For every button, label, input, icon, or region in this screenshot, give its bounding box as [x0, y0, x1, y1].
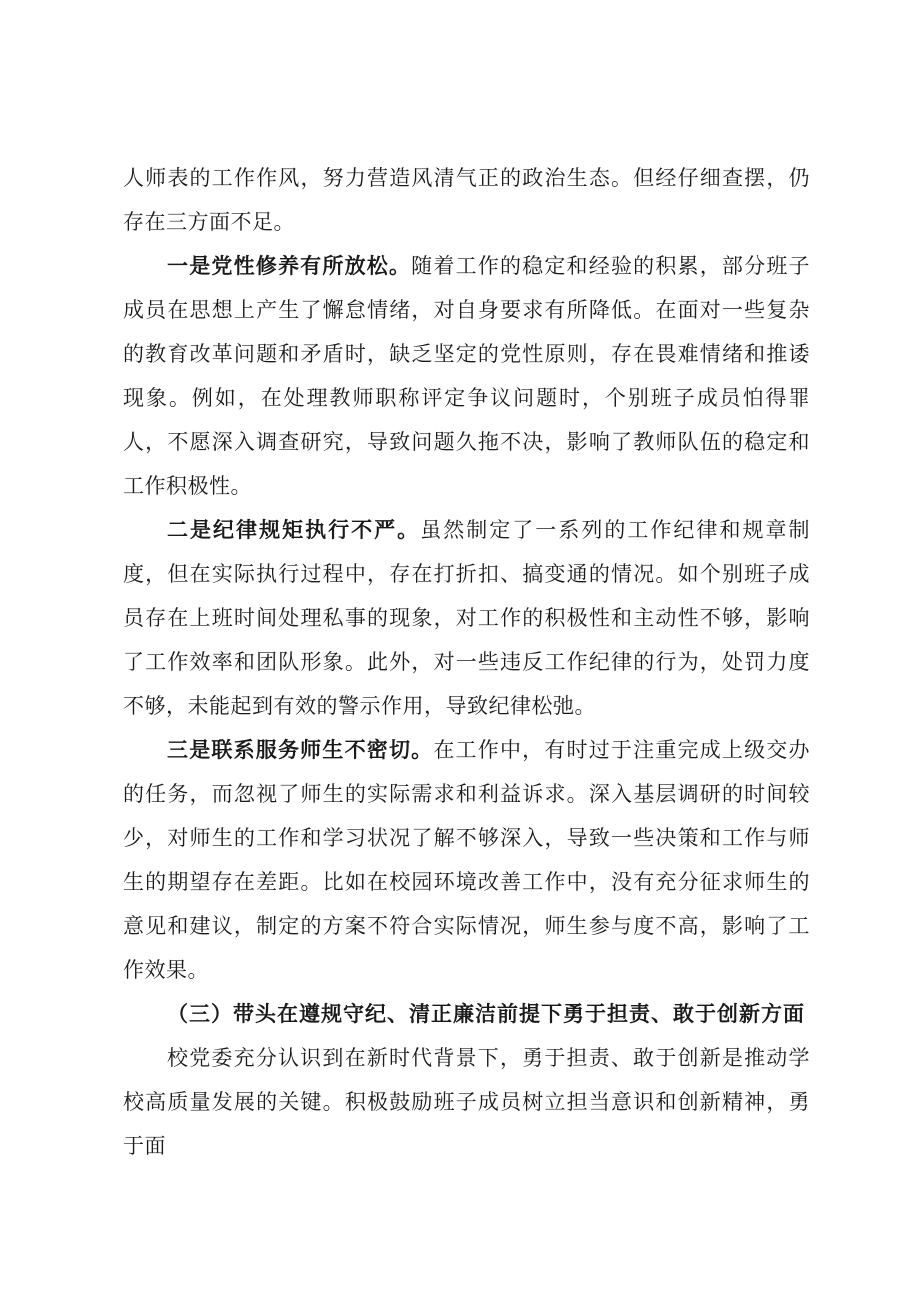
- paragraph-party-spirit: [123, 244, 810, 508]
- paragraph-text: 随着工作的稳定和经验的积累，部分班子成员在思想上产生了懈怠情绪，对自身要求有所降低。在面对一些复杂的教育改革问题和矛盾时，缺乏坚定的党性原则，存在畏难情绪和推诿现象。例如，在处理教师职称评定争议问题时，个别班子成员怕得罪人，不愿深入调查研究，导致问题久拖不决，影响了教师队伍的稳定和工作积极性。: [123, 254, 811, 498]
- paragraph-service: [123, 728, 810, 992]
- document-page: [123, 156, 810, 1168]
- section-heading: （三）带头在遵规守纪、清正廉洁前提下勇于担责、敢于创新方面: [167, 1001, 805, 1026]
- paragraph-lead: 三是联系服务师生不密切。: [167, 737, 434, 762]
- paragraph-closing: 校党委充分认识到在新时代背景下，勇于担责、敢于创新是推动学校高质量发展的关键。积极鼓励班子成员树立担当意识和创新精神，勇于面: [123, 1046, 810, 1158]
- paragraph-text: 虽然制定了一系列的工作纪律和规章制度，但在实际执行过程中，存在打折扣、搞变通的情况。如个别班子成员存在上班时间处理私事的现象，对工作的积极性和主动性不够，影响了工作效率和团队形象。此外，对一些违反工作纪律的行为，处罚力度不够，未能起到有效的警示作用，导致纪律松弛。: [123, 518, 810, 718]
- paragraph-text: 人师表的工作作风，努力营造风清气正的政治生态。但经仔细查摆，仍存在三方面不足。: [123, 166, 810, 234]
- paragraph-intro-continuation: [123, 156, 810, 244]
- paragraph-text: 在工作中，有时过于注重完成上级交办的任务，而忽视了师生的实际需求和利益诉求。深入基层调研的时间较少，对师生的工作和学习状况了解不够深入，导致一些决策和工作与师生的期望存在差距。比如在校园环境改善工作中，没有充分征求师生的意见和建议，制定的方案不符合实际情况，师生参与度不高，影响了工作效果。: [123, 738, 811, 982]
- paragraph-lead: 二是纪律规矩执行不严。: [167, 517, 421, 542]
- paragraph-lead: 一是党性修养有所放松。: [167, 253, 412, 278]
- paragraph-discipline: [123, 508, 810, 728]
